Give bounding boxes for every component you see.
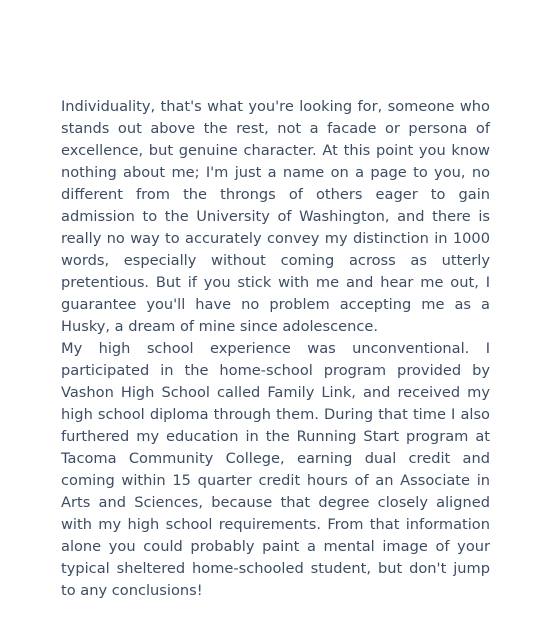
essay-paragraph-1: Individuality, that's what you're looking for, someone who stands out above the rest, not a facade or persona of excellence, but genuine character. At this point you know nothing about me; I'm just a name on a page to you, no different from the throngs of others eager to gain admission to the University of Washington, and there is really no way to accurately convey my distinction in 1000 words, especially without coming across as utterly pretentious. But if you stick with me and hear me out, I guarantee you'll have no problem accepting me as a Husky, a dream of mine since adolescence.: [61, 98, 490, 335]
essay-body: [61, 96, 490, 602]
essay-paragraph-2: My high school experience was unconventional. I participated in the home-school program provided by Vashon High School called Family Link, and received my high school diploma through them. During that time I also furthered my education in the Running Start program at Tacoma Community College, earning dual credit and coming within 15 quarter credit hours of an Associate in Arts and Sciences, because that degree closely aligned with my high school requirements. From that information alone you could probably paint a mental image of your typical sheltered home-schooled student, but don't jump to any conclusions!: [61, 340, 490, 599]
